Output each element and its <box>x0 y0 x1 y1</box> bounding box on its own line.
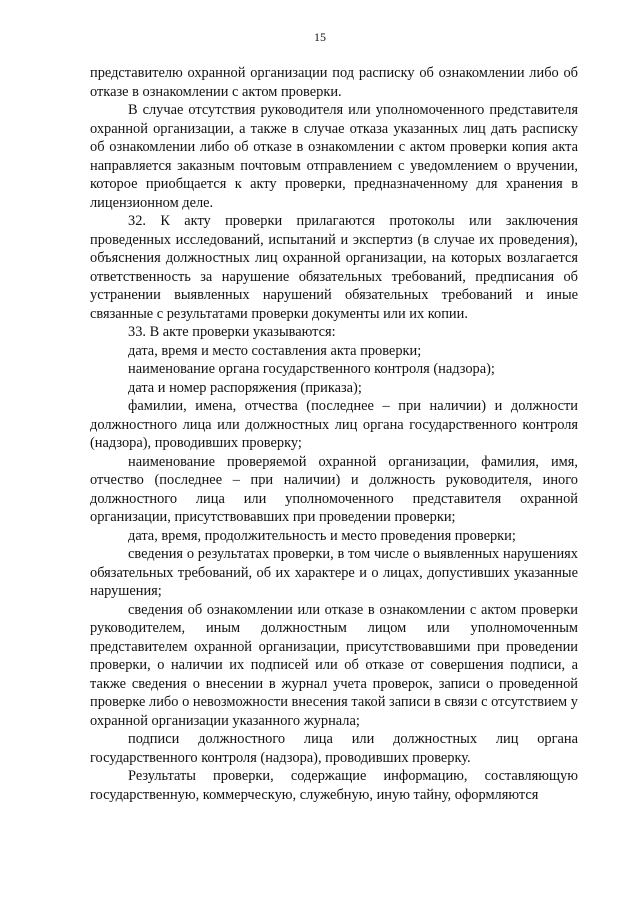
list-item: сведения о результатах проверки, в том числе о выявленных нарушениях обязательных требований, об их характере и о лицах, допустивших указанные нарушения; <box>90 546 578 599</box>
paragraph-absence-case: В случае отсутствия руководителя или уполномоченного представителя охранной организации, а также в случае отказа указанных лиц дать расписку об ознакомлении либо об отказе в ознакомлении с актом проверки копия акта направляется заказным почтовым отправлением с уведомлением о вручении, которое приобщается к акту проверки, предназначенному для хранения в лицензионном деле. <box>90 102 578 211</box>
list-item: наименование органа государственного контроля (надзора); <box>128 361 495 377</box>
list-item: дата, время и место составления акта проверки; <box>128 342 422 359</box>
document-body <box>90 64 578 804</box>
paragraph-results: Результаты проверки, содержащие информацию, составляющую государственную, коммерческую, служебную, иную тайну, оформляются <box>90 768 578 803</box>
list-item: фамилии, имена, отчества (последнее – при наличии) и должности должностного лица или должностных лиц органа государственного контроля (надзора), проводивших проверку; <box>90 398 578 451</box>
list-item: дата и номер распоряжения (приказа); <box>128 379 362 396</box>
paragraph-item-32: 32. К акту проверки прилагаются протоколы или заключения проведенных исследований, испытаний и экспертиз (в случае их проведения), объяснения должностных лиц охранной организации, на которых возлагается ответственность за нарушение обязательных требований, предписания об устранении выявленных нарушений обязательных требований и иные связанные с результатами проверки документы или их копии. <box>90 213 578 322</box>
paragraph-continuation: представителю охранной организации под расписку об ознакомлении либо об отказе в ознакомлении с актом проверки. <box>90 65 578 100</box>
list-item: дата, время, продолжительность и место проведения проверки; <box>128 527 516 544</box>
list-item: наименование проверяемой охранной организации, фамилия, имя, отчество (последнее – при наличии) и должность руководителя, иного должностного лица или уполномоченного представителя охранной организации, присутствовавших при проведении проверки; <box>90 453 578 525</box>
list-item: подписи должностного лица или должностных лиц органа государственного контроля (надзора), проводивших проверку. <box>90 731 578 766</box>
list-item: сведения об ознакомлении или отказе в ознакомлении с актом проверки руководителем, иным должностным лицом или уполномоченным представителем охранной организации, присутствовавшими при проведении проверки, о наличии их подписей или об отказе от совершения подписи, а также сведения о внесении в журнал учета проверок, записи о проведенной проверке либо о невозможности внесения такой записи в связи с отсутствием у охранной организации указанного журнала; <box>90 601 578 729</box>
paragraph-item-33: 33. В акте проверки указываются: <box>128 324 336 340</box>
page-number: 15 <box>314 30 326 44</box>
